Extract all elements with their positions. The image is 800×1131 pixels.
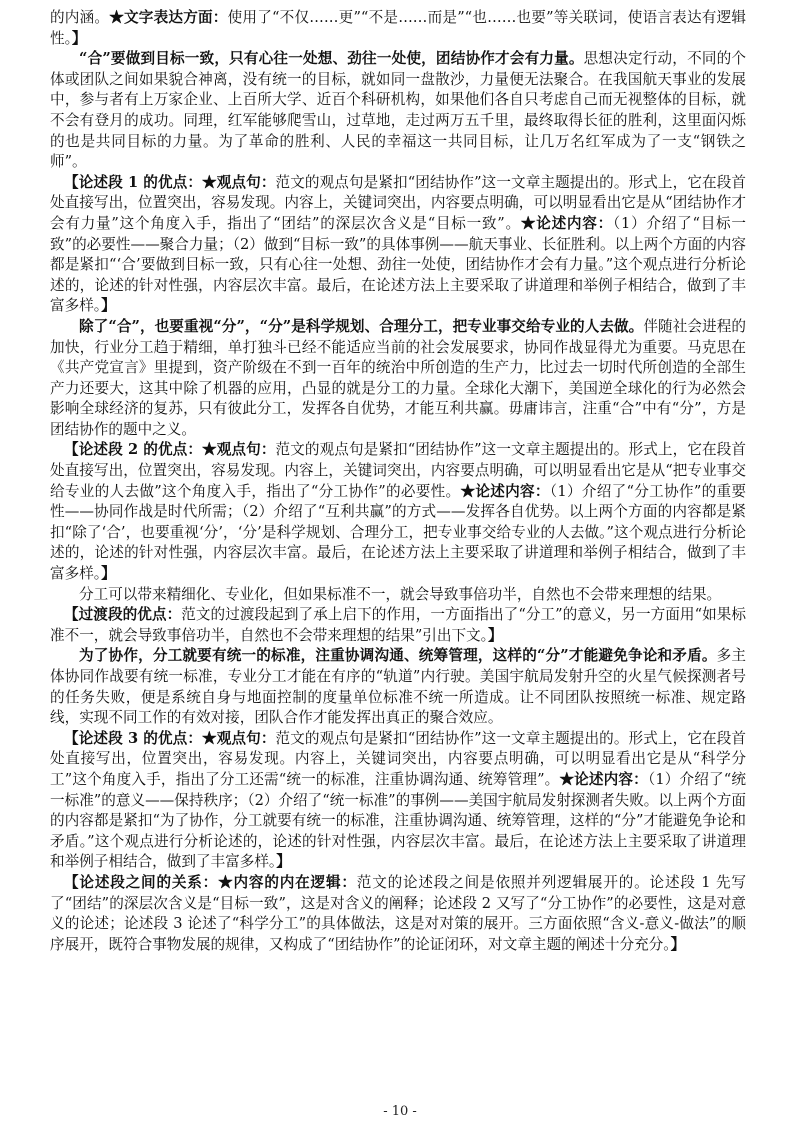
paragraph-p0 (50, 8, 746, 49)
bold-text: 【论述段 3 的优点：★观点句： (64, 729, 276, 747)
paragraph-p5 (50, 585, 746, 606)
bold-text: ★论述内容： (520, 214, 613, 232)
body-text: 范文的观点句是紧扣“团结协作”这一文章主题提出的。形式上，它在段首处直接写出，位置突出，容易发现。内容上，关键词突出，内容要点明确，可以明显看出它是从“把专业事交给专业的人去做”这个角度入手，指出了“分工协作”的必要性。 (50, 441, 746, 500)
bold-text: ★论述内容： (559, 770, 648, 788)
body-text: 伴随社会进程的加快，行业分工趋于精细，单打独斗已经不能适应当前的社会发展要求，协同作战显得尤为重要。马克思在《共产党宣言》里提到，资产阶级在不到一百年的统治中所创造的生产力，比过去一切时代所创造的全部生产力还要大，这其中除了机器的应用，凸显的就是分工的力量。全球化大潮下，美国逆全球化的行为必然会影响全球经济的复苏，只有彼此分工，发挥各自优势，才能互利共赢。毋庸讳言，注重“合”中有“分”，方是团结协作的题中之义。 (50, 317, 746, 438)
bold-text: 除了“合”，也要重视“分”，“分”是科学规划、合理分工，把专业事交给专业的人去做。 (79, 317, 644, 335)
body-text: 的内涵。 (50, 9, 110, 26)
bold-text: 【过渡段的优点： (64, 606, 182, 624)
paragraph-p4 (50, 440, 746, 584)
page-number: - 10 - (383, 1104, 417, 1119)
body-text: （1）介绍了“统一标准”的意义——保持秩序；（2）介绍了“统一标准”的事例——美国宇航局发射探测者失败。以上两个方面的内容都是紧扣“为了协作，分工就要有统一的标准，注重协调沟通、统筹管理，这样的“分”才能避免争论和矛盾。”这个观点进行分析论述的，论述的针对性强，内容层次丰富。最后，在论述方法上主要采取了讲道理和举例子相结合，做到了丰富多样。 (50, 770, 746, 871)
paragraph-p9 (50, 873, 746, 955)
body-text: 思想决定行动，不同的个体或团队之间如果貌合神离，没有统一的目标，就如同一盘散沙，力量便无法聚合。在我国航天事业的发展中，参与者有上万家企业、上百所大学、近百个科研机构，如果他们各自只考虑自己而无视整体的目标，就不会有登月的成功。同理，红军能够爬雪山，过草地，走过两万五千里，最终取得长征的胜利，这里面闪烁的也是共同目标的力量。为了革命的胜利、人民的幸福这一共同目标，让几万名红军成为了一支“钢铁之师”。 (50, 50, 746, 171)
document-body (50, 8, 746, 955)
body-text: （1）介绍了“目标一致”的必要性——聚合力量；（2）做到“目标一致”的具体事例——航天事业、长征胜利。以上两个方面的内容都是紧扣“‘合’要做到目标一致，只有心往一处想、劲往一处使，团结协作才会有力量。”这个观点进行分析论述的，论述的针对性强，内容层次丰富。最后，在论述方法上主要采取了讲道理和举例子相结合，做到了丰富多样。 (50, 214, 746, 315)
bold-text: 】 (670, 935, 686, 953)
bold-text: 】 (101, 565, 116, 583)
paragraph-p8 (50, 729, 746, 873)
bold-text: 】 (276, 853, 291, 871)
bold-text: 】 (71, 29, 87, 47)
paragraph-p3 (50, 317, 746, 441)
bold-text: 】 (487, 626, 503, 644)
body-text: 范文的论述段之间是依照并列逻辑展开的。论述段 1 先写了“团结”的深层次含义是“目标一致”，这是对含义的阐释；论述段 2 又写了“分工协作”的必要性，这是对意义的论述；论述段 3 论述了“科学分工”的具体做法，这是对对策的展开。三方面依照“含义-意义-做法”的顺序展开，既符合事物发展的规律，又构成了“团结协作”的论证闭环，对文章主题的阐述十分充分。 (50, 873, 746, 953)
bold-text: 为了协作，分工就要有统一的标准，注重协调沟通、统筹管理，这样的“分”才能避免争论和矛盾。 (79, 647, 717, 665)
body-text: 范文的观点句是紧扣“团结协作”这一文章主题提出的。形式上，它在段首处直接写出，位置突出，容易发现。内容上，关键词突出，内容要点明确，可以明显看出它是从“团结协作才会有力量”这个角度入手，指出了“团结”的深层次含义是“目标一致”。 (50, 173, 746, 232)
body-text: 多主体协同作战要有统一标准，专业分工才能在有序的“轨道”内行驶。美国宇航局发射升空的火星气候探测者号的任务失败，便是系统自身与地面控制的度量单位标准不统一所造成。让不同团队按照统一标准、规定路线，实现不同工作的有效对接，团队合作才能发挥出真正的聚合效应。 (50, 647, 746, 727)
body-text: 范文的过渡段起到了承上启下的作用，一方面指出了“分工”的意义，另一方面用“如果标准不一，就会导致事倍功半，自然也不会带来理想的结果”引出下文。 (50, 606, 746, 644)
bold-text: ★文字表达方面： (109, 9, 228, 26)
bold-text: 【论述段之间的关系：★内容的内在逻辑： (64, 873, 357, 891)
paragraph-p1 (50, 49, 746, 173)
paragraph-p6 (50, 605, 746, 646)
body-text: 使用了“不仅……更”“不是……而是”“也……也要”等关联词，使语言表达有逻辑性。 (50, 9, 746, 47)
bold-text: ★论述内容： (460, 482, 550, 500)
bold-text: 】 (101, 297, 116, 315)
body-text: 范文的观点句是紧扣“团结协作”这一文章主题提出的。形式上，它在段首处直接写出，位置突出，容易发现。内容上，关键词突出，内容要点明确，可以明显看出它是从“科学分工”这个角度入手，指出了分工还需“统一的标准，注重协调沟通、统筹管理”。 (50, 729, 746, 788)
body-text: 分工可以带来精细化、专业化，但如果标准不一，就会导致事倍功半，自然也不会带来理想的结果。 (79, 585, 722, 603)
bold-text: 【论述段 2 的优点：★观点句： (64, 441, 276, 459)
paragraph-p7 (50, 646, 746, 728)
bold-text: 【论述段 1 的优点：★观点句： (64, 173, 276, 191)
body-text: （1）介绍了“分工协作”的重要性——协同作战是时代所需；（2）介绍了“互利共赢”的方式——发挥各自优势。以上两个方面的内容都是紧扣“除了‘合’，也要重视‘分’，‘分’是科学规划、合理分工，把专业事交给专业的人去做。”这个观点进行分析论述的，论述的针对性强，内容层次丰富。最后，在论述方法上主要采取了讲道理和举例子相结合，做到了丰富多样。 (50, 482, 746, 583)
bold-text: “合”要做到目标一致，只有心往一处想、劲往一处使，团结协作才会有力量。 (79, 50, 584, 68)
paragraph-p2 (50, 173, 746, 317)
